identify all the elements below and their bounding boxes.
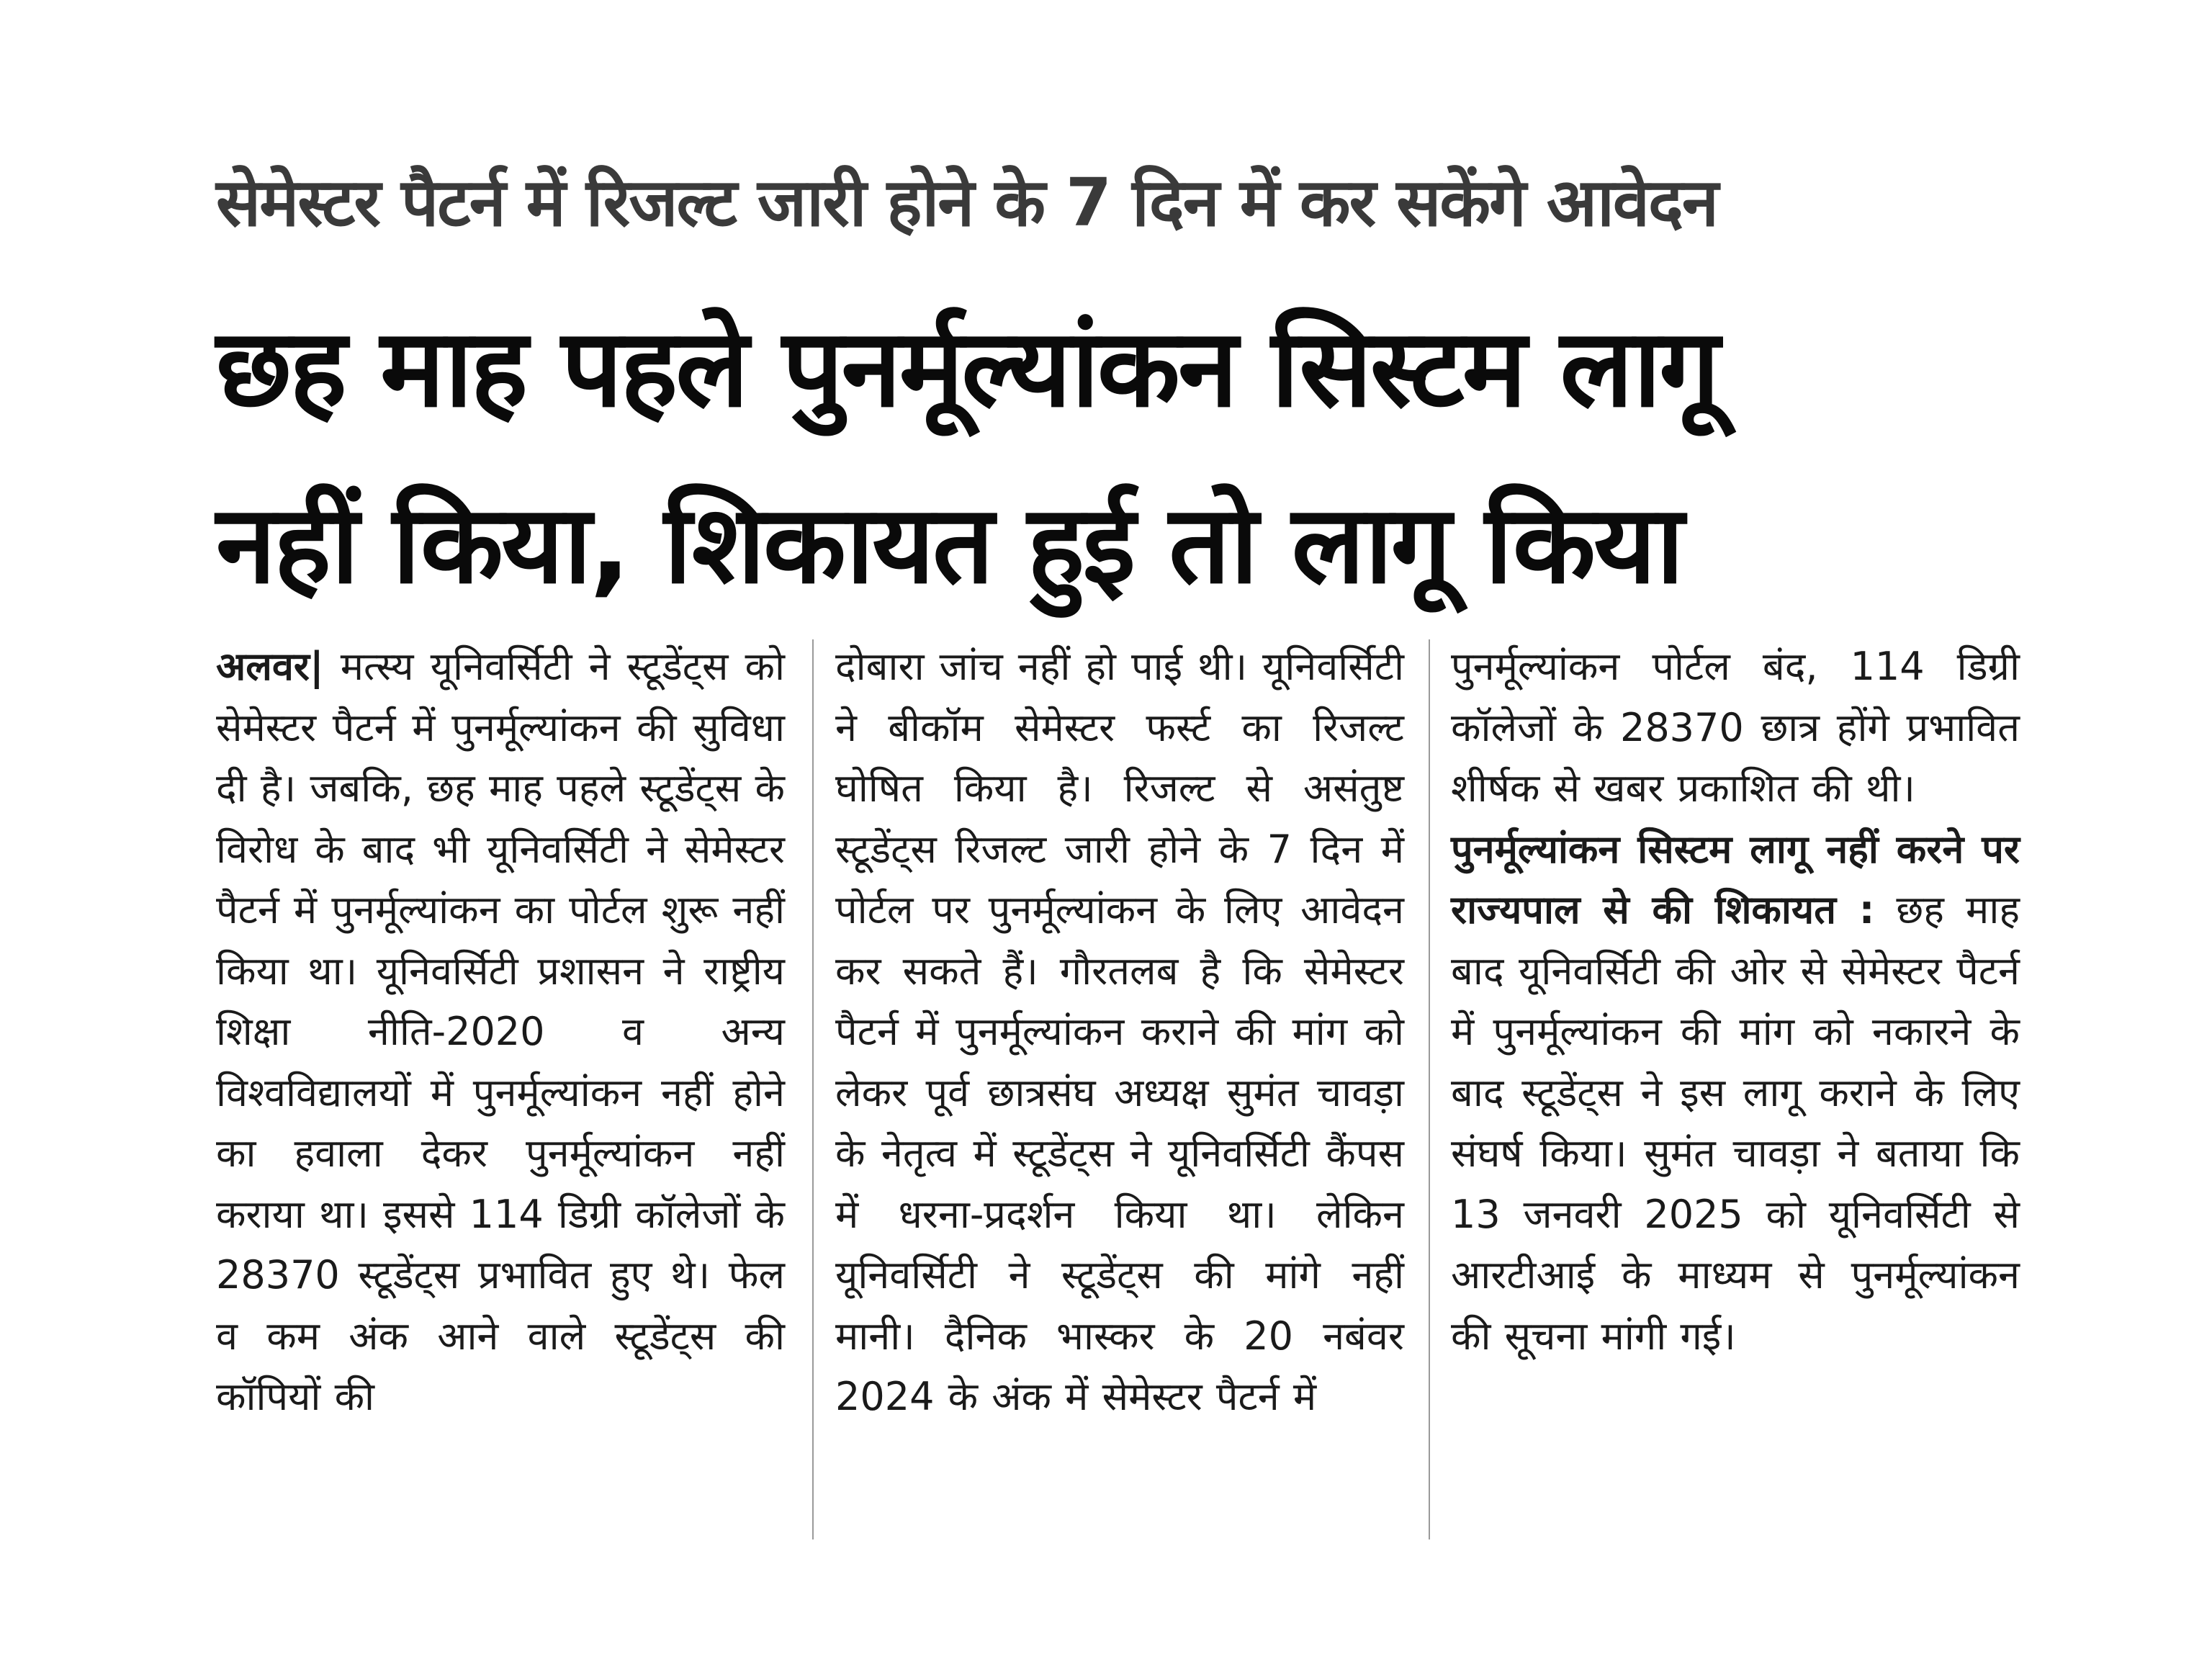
column-3-text-part-1: पुनर्मूल्यांकन पोर्टल बंद, 114 डिग्री कॉलेजों के 28370 छात्र होंगे प्रभावित शीर्षक से खबर प्रकाशित की थी। xyxy=(1451,644,2020,811)
headline-line-2: नहीं किया, शिकायत हुई तो लागू किया xyxy=(216,482,1682,608)
headline-line-1: छह माह पहले पुनर्मूल्यांकन सिस्टम लागू xyxy=(216,306,1718,431)
column-1-text: मत्स्य यूनिवर्सिटी ने स्टूडेंट्स को सेमेस्टर पैटर्न में पुनर्मूल्यांकन की सुविधा दी है। जबकि, छह माह पहले स्टूडेंट्स के विरोध के बाद भी यूनिवर्सिटी ने सेमेस्टर पैटर्न में पुनर्मूल्यांकन का पोर्टल शुरू नहीं किया था। यूनिवर्सिटी प्रशासन ने राष्ट्रीय शिक्षा नीति-2020 व अन्य विश्वविद्यालयों में पुनर्मूल्यांकन नहीं होने का हवाला देकर पुनर्मूल्यांकन नहीं कराया था। इससे 114 डिग्री कॉलेजों के 28370 स्टूडेंट्स प्रभावित हुए थे। फेल व कम अंक आने वाले स्टूडेंट्स की कॉपियों की xyxy=(216,644,785,1419)
column-3-text-part-2: छह माह बाद यूनिवर्सिटी की ओर से सेमेस्टर पैटर्न में पुनर्मूल्यांकन की मांग को नकारने के बाद स्टूडेंट्स ने इस लागू कराने के लिए संघर्ष किया। सुमंत चावड़ा ने बताया कि 13 जनवरी 2025 को यूनिवर्सिटी से आरटीआई के माध्यम से पुनर्मूल्यांकन की सूचना मांगी गई। xyxy=(1451,887,2020,1359)
column-divider xyxy=(812,639,814,1539)
article-body xyxy=(216,637,2031,1565)
article-column-2 xyxy=(835,637,1404,1428)
section-subhead: पुनर्मूल्यांकन सिस्टम लागू नहीं करने पर राज्यपाल से की शिकायत : xyxy=(1451,826,2020,932)
dateline: अलवर| xyxy=(216,644,324,689)
column-divider xyxy=(1429,639,1430,1539)
article-column-1 xyxy=(216,637,785,1428)
column-2-text: दोबारा जांच नहीं हो पाई थी। यूनिवर्सिटी ने बीकॉम सेमेस्टर फर्स्ट का रिजल्ट घोषित किया है। रिजल्ट से असंतुष्ट स्टूडेंट्स रिजल्ट जारी होने के 7 दिन में पोर्टल पर पुनर्मूल्यांकन के लिए आवेदन कर सकते हैं। गौरतलब है कि सेमेस्टर पैटर्न में पुनर्मूल्यांकन कराने की मांग को लेकर पूर्व छात्रसंघ अध्यक्ष सुमंत चावड़ा के नेतृत्व में स्टूडेंट्स ने यूनिवर्सिटी कैंपस में धरना-प्रदर्शन किया था। लेकिन यूनिवर्सिटी ने स्टूडेंट्स की मांगे नहीं मानी। दैनिक भास्कर के 20 नबंवर 2024 के अंक में सेमेस्टर पैटर्न में xyxy=(835,644,1404,1419)
main-headline xyxy=(216,281,2031,634)
kicker-subheadline: सेमेस्टर पैटर्न में रिजल्ट जारी होने के 7 दिन में कर सकेंगे आवेदन xyxy=(216,164,1717,241)
article-column-3 xyxy=(1451,637,2020,1367)
